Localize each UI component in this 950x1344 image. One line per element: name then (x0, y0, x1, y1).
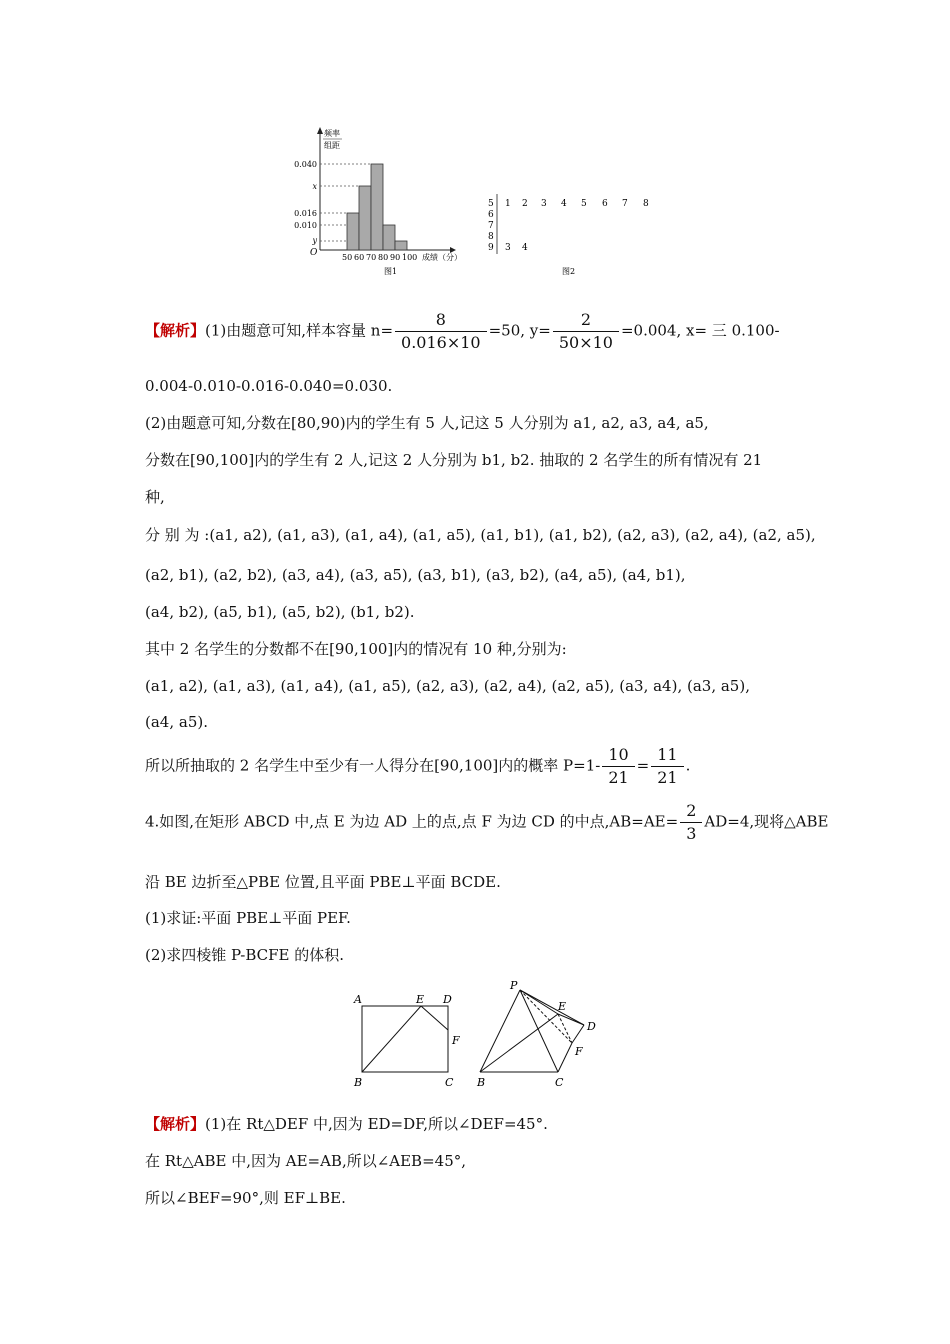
solution-line: 分数在[90,100]内的学生有 2 人,记这 2 人分别为 b1, b2. 抽取的 2 名学生的所有情况有 21 (145, 451, 763, 469)
solution-line: (a1, a2), (a1, a3), (a1, a4), (a1, a5), (a2, a3), (a2, a4), (a2, a5), (a3, a4), (a3, a5), (145, 677, 750, 695)
point-label: B (354, 1076, 363, 1089)
solution-line: 分 别 为 :(a1, a2), (a1, a3), (a1, a4), (a1, a5), (a1, b1), (a1, b2), (a2, a3), (a2, a4), (a2, a5), (145, 526, 816, 544)
point-label: A (354, 993, 362, 1006)
ytick-label: y (312, 236, 317, 245)
stem-label: 9 (488, 243, 494, 253)
solution-line (145, 744, 690, 789)
xtick-label: 100 (402, 253, 418, 262)
solution-tag: 【解析】 (145, 1115, 206, 1133)
xtick-label: 60 (354, 253, 365, 262)
xtick-label: 70 (366, 253, 377, 262)
text: (1)在 Rt△DEF 中,因为 ED=DF,所以∠DEF=45°. (205, 1115, 548, 1133)
fraction: $\frac{2}{50\times 10}$ (553, 309, 619, 354)
text: =50, y= (488, 321, 551, 340)
solution-line: (a4, a5). (145, 713, 208, 731)
solution-line (145, 309, 780, 354)
text: AD=4,现将△ABE (704, 812, 829, 831)
ylabel-bottom: 组距 (324, 141, 340, 150)
leaf-value: 5 (581, 199, 587, 209)
figure-caption: 图2 (562, 267, 576, 276)
leaf-value: 4 (561, 199, 567, 209)
xtick-label: 50 (342, 253, 353, 262)
text: . (685, 756, 691, 775)
question-line: (2)求四棱锥 P-BCFE 的体积. (145, 946, 345, 964)
fraction: $\frac{10}{21}$ (602, 744, 634, 789)
figure-row-top (290, 122, 670, 282)
question-line (145, 800, 828, 845)
ytick-label: 0.010 (294, 221, 317, 230)
solution-line: (a2, b1), (a2, b2), (a3, a4), (a3, a5), (a3, b1), (a3, b2), (a4, a5), (a4, b1), (145, 566, 686, 584)
leaf-value: 8 (643, 199, 649, 209)
solution-line: (a4, b2), (a5, b1), (a5, b2), (b1, b2). (145, 603, 415, 621)
stem-label: 6 (488, 210, 494, 220)
histogram-bar (395, 241, 407, 250)
xaxis-label: 成绩（分） (422, 253, 462, 262)
fraction: $\frac{11}{21}$ (651, 744, 683, 789)
text: (1)由题意可知,样本容量 n= (205, 321, 394, 340)
fraction: $\frac{2}{3}$ (680, 800, 702, 845)
solution-line (145, 1114, 548, 1134)
point-label: C (445, 1076, 454, 1089)
point-label: E (416, 993, 425, 1006)
point-label: P (510, 979, 518, 992)
fraction: $\frac{8}{0.016\times 10}$ (395, 309, 487, 354)
leaf-value: 1 (505, 199, 511, 209)
solution-line: 种, (145, 488, 165, 506)
ytick-label: x (312, 182, 317, 191)
histogram-bar (359, 186, 371, 250)
ylabel-top: 频率 (324, 129, 340, 138)
histogram-bar (371, 164, 383, 250)
solution-line: 所以∠BEF=90°,则 EF⊥BE. (145, 1189, 346, 1207)
question-line: 沿 BE 边折至△PBE 位置,且平面 PBE⊥平面 BCDE. (145, 873, 501, 891)
leaf-value: 3 (541, 199, 547, 209)
histogram-bar (383, 225, 395, 250)
histogram-figure (290, 122, 670, 282)
point-label: D (443, 993, 452, 1006)
leaf-value: 2 (522, 199, 528, 209)
leaf-value: 6 (602, 199, 608, 209)
solution-line: (2)由题意可知,分数在[80,90)内的学生有 5 人,记这 5 人分别为 a1, a2, a3, a4, a5, (145, 414, 709, 432)
leaf-value: 7 (622, 199, 628, 209)
solution-line: 0.004-0.010-0.016-0.040=0.030. (145, 377, 393, 395)
ytick-label: 0.040 (294, 160, 317, 169)
solution-tag: 【解析】 (145, 321, 206, 340)
origin-label: O (310, 248, 318, 258)
figure-caption: 图1 (384, 267, 398, 276)
leaf-value: 3 (505, 243, 511, 253)
ytick-label: 0.016 (294, 209, 317, 218)
solution-line: 其中 2 名学生的分数都不在[90,100]内的情况有 10 种,分别为: (145, 640, 567, 658)
point-label: E (558, 1000, 567, 1013)
point-label: D (587, 1020, 596, 1033)
point-label: B (477, 1076, 486, 1089)
point-label: F (575, 1045, 583, 1058)
xtick-label: 80 (378, 253, 389, 262)
rectangle-abcd (362, 1006, 448, 1072)
solution-line: 在 Rt△ABE 中,因为 AE=AB,所以∠AEB=45°, (145, 1152, 467, 1170)
stem-label: 8 (488, 232, 494, 242)
point-label: C (555, 1076, 564, 1089)
histogram-bar (347, 213, 359, 250)
text: 4.如图,在矩形 ABCD 中,点 E 为边 AD 上的点,点 F 为边 CD 的中点,AB=AE= (145, 812, 679, 831)
text: 所以所抽取的 2 名学生中至少有一人得分在[90,100]内的概率 P=1- (145, 756, 601, 775)
geometry-figures (340, 978, 620, 1090)
stem-label: 5 (488, 199, 494, 209)
leaf-value: 4 (522, 243, 528, 253)
stem-label: 7 (488, 221, 494, 231)
text: =0.004, x= 三 0.100- (620, 321, 780, 340)
question-line: (1)求证:平面 PBE⊥平面 PEF. (145, 909, 351, 927)
xtick-label: 90 (390, 253, 401, 262)
text: = (636, 756, 650, 775)
point-label: F (452, 1034, 460, 1047)
